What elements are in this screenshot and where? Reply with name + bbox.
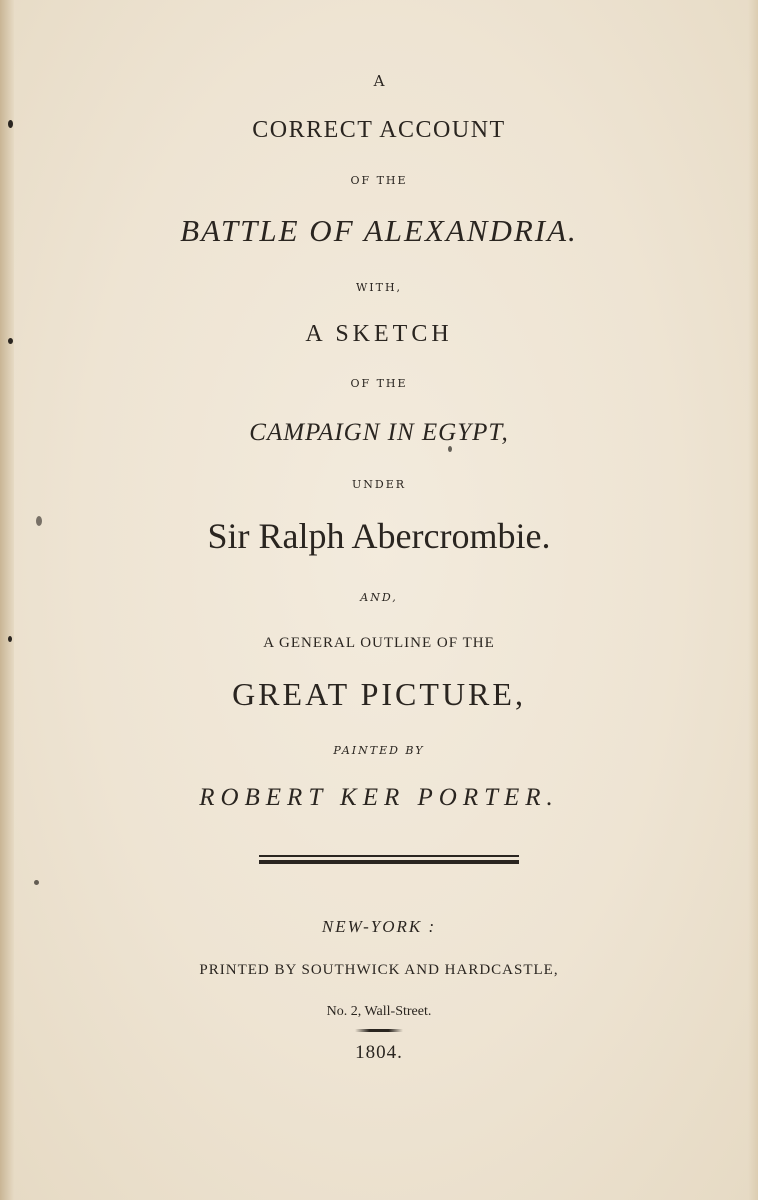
imprint-year: 1804. bbox=[355, 1042, 403, 1063]
ink-speck bbox=[448, 446, 452, 452]
title-battle: BATTLE OF ALEXANDRIA. bbox=[180, 213, 578, 248]
title-sir-ralph: Sir Ralph Abercrombie. bbox=[207, 516, 551, 556]
rule-thick-line bbox=[259, 860, 519, 864]
title-general-outline: A GENERAL OUTLINE OF THE bbox=[263, 635, 495, 651]
title-author: ROBERT KER PORTER. bbox=[199, 784, 559, 811]
ink-speck bbox=[8, 338, 13, 344]
title-painted-by: PAINTED BY bbox=[333, 744, 425, 757]
title-and: AND, bbox=[360, 591, 398, 604]
title-correct-account: CORRECT ACCOUNT bbox=[252, 117, 506, 143]
ink-speck bbox=[8, 636, 12, 642]
title-great-picture: GREAT PICTURE, bbox=[232, 676, 526, 712]
ink-speck bbox=[36, 516, 42, 526]
ink-speck bbox=[8, 120, 13, 128]
title-under: UNDER bbox=[351, 478, 407, 491]
title-of-the-2: OF THE bbox=[350, 377, 408, 390]
imprint-printer: PRINTED BY SOUTHWICK AND HARDCASTLE, bbox=[199, 962, 559, 978]
title-sketch: A SKETCH bbox=[305, 321, 453, 347]
small-rule-divider bbox=[355, 1029, 403, 1032]
title-of-the-1: OF THE bbox=[350, 174, 408, 187]
title-with: WITH, bbox=[355, 281, 403, 294]
imprint-city: NEW-YORK : bbox=[321, 917, 437, 936]
title-article: A bbox=[373, 72, 385, 90]
ink-speck bbox=[34, 880, 39, 885]
double-rule-divider bbox=[259, 855, 519, 865]
rule-thin-line bbox=[259, 855, 519, 857]
imprint-address: No. 2, Wall-Street. bbox=[326, 1004, 432, 1019]
title-campaign: CAMPAIGN IN EGYPT, bbox=[249, 419, 509, 446]
